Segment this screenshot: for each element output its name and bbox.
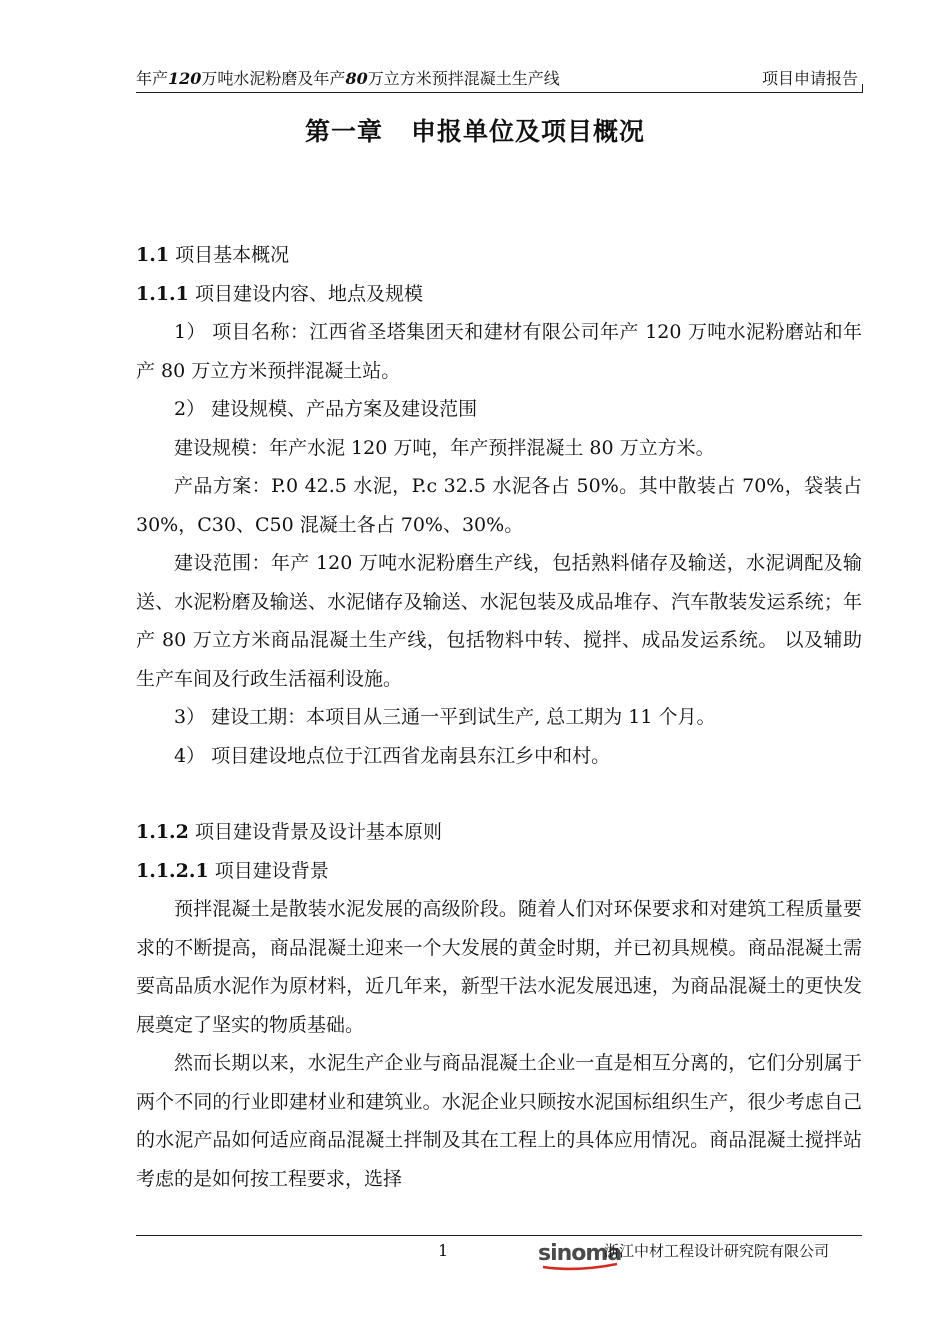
page-header <box>136 66 860 92</box>
section-number: 1.1.1 <box>136 282 189 305</box>
section-heading-1-1-2 <box>136 813 862 852</box>
section-heading-1-1 <box>136 236 862 275</box>
section-title: 项目建设背景及设计基本原则 <box>194 821 442 843</box>
section-heading-1-1-1 <box>136 275 862 314</box>
paragraph-project-name: 1） 项目名称：江西省圣塔集团天和建材有限公司年产 120 万吨水泥粉磨站和年产 80 万立方米预拌混凝土站。 <box>136 321 862 382</box>
section-title: 项目建设内容、地点及规模 <box>194 282 423 305</box>
paragraph-construction-period: 3） 建设工期：本项目从三通一平到试生产, 总工期为 11 个月。 <box>174 706 716 728</box>
paragraph-construction-scope: 建设范围：年产 120 万吨水泥粉磨生产线，包括熟料储存及输送，水泥调配及输送、水泥粉磨及输送、水泥储存及输送、水泥包装及成品堆存、汽车散装发运系统；年产 80 万立方米商品混凝土生产线，包括物料中转、搅拌、成品发运系统。 以及辅助生产车间及行政生活福利设施。 <box>136 552 862 690</box>
paragraph-location: 4） 项目建设地点位于江西省龙南县东江乡中和村。 <box>174 744 611 767</box>
header-text: 万吨水泥粉磨及年产 <box>201 69 346 88</box>
section-title: 项目基本概况 <box>175 244 290 266</box>
header-divider <box>136 92 862 93</box>
chapter-title <box>0 112 950 152</box>
chapter-name: 申报单位及项目概况 <box>411 117 646 146</box>
header-project-title <box>136 66 560 92</box>
footer-divider <box>136 1235 862 1236</box>
section-title: 项目建设背景 <box>214 859 329 882</box>
header-text: 年产 <box>136 69 169 88</box>
paragraph-spacer <box>136 775 862 813</box>
header-text: 万立方米预拌混凝土生产线 <box>367 69 560 88</box>
section-number: 1.1.2.1 <box>136 859 209 882</box>
chapter-number: 第一章 <box>304 117 383 146</box>
paragraph-product-plan: 产品方案：P.0 42.5 水泥，P.c 32.5 水泥各占 50%。其中散装占 70%，袋装占 30%，C30、C50 混凝土各占 70%、30%。 <box>136 475 862 536</box>
header-number: 80 <box>345 69 368 88</box>
paragraph-background-2: 然而长期以来，水泥生产企业与商品混凝土企业一直是相互分离的，它们分别属于两个不同的行业即建材业和建筑业。水泥企业只顾按水泥国标组织生产，很少考虑自己的水泥产品如何适应商品混凝土拌制及其在工程上的具体应用情况。商品混凝土搅拌站考虑的是如何按工程要求，选择 <box>136 1052 862 1190</box>
paragraph-background-1: 预拌混凝土是散装水泥发展的高级阶段。随着人们对环保要求和对建筑工程质量要求的不断提高，商品混凝土迎来一个大发展的黄金时期，并已初具规模。商品混凝土需要高品质水泥作为原材料，近几年来，新型干法水泥发展迅速，为商品混凝土的更快发展奠定了坚实的物质基础。 <box>136 898 862 1036</box>
paragraph-construction-scale: 建设规模：年产水泥 120 万吨，年产预拌混凝土 80 万立方米。 <box>174 436 715 459</box>
header-number: 120 <box>168 69 202 88</box>
section-number: 1.1 <box>136 244 170 266</box>
header-report-type: 项目申请报告 <box>761 69 858 88</box>
logo-wordmark: sinoma <box>538 1241 622 1266</box>
page-number: 1 <box>438 1241 449 1260</box>
header-corner-mark <box>862 84 863 93</box>
document-body <box>136 236 862 1198</box>
section-heading-1-1-2-1 <box>136 852 862 891</box>
paragraph-scale-heading: 2） 建设规模、产品方案及建设范围 <box>174 398 478 420</box>
section-number: 1.1.2 <box>136 821 189 843</box>
company-name: 浙江中材工程设计研究院有限公司 <box>604 1242 830 1260</box>
